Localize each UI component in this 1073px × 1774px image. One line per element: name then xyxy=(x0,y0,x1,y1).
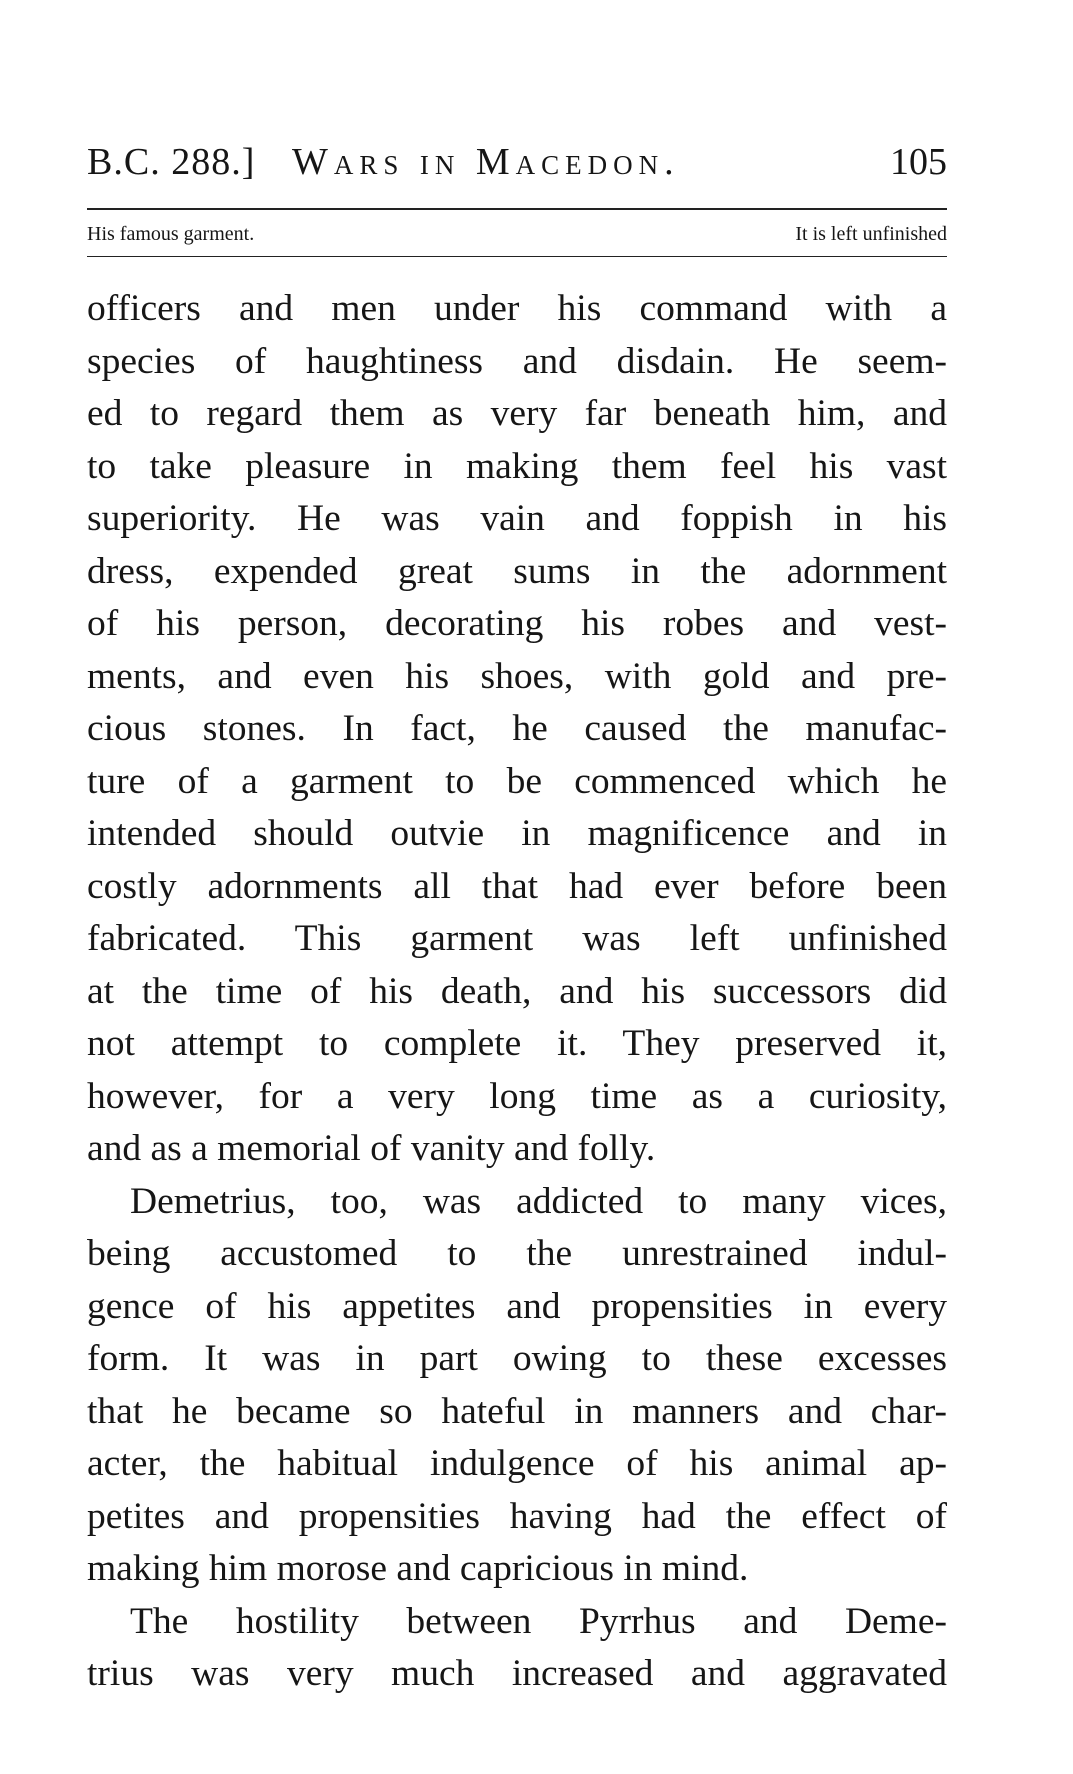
text-line: Demetrius, too, was addicted to many vices, xyxy=(130,1180,947,1222)
text-line: ments, and even his shoes, with gold and pre- xyxy=(87,655,947,697)
text-line: trius was very much increased and aggravated xyxy=(87,1653,947,1694)
text-line: form. It was in part owing to these excesses xyxy=(87,1338,947,1379)
text-line: ed to regard them as very far beneath him, and xyxy=(87,393,947,434)
text-line: making him morose and capricious in mind. xyxy=(87,1548,749,1589)
text-line: of his person, decorating his robes and vest- xyxy=(87,603,947,644)
running-head-title: Wars in Macedon. xyxy=(292,141,680,183)
body-text xyxy=(87,283,947,1701)
paragraph-2 xyxy=(87,1176,947,1596)
paragraph-1 xyxy=(87,283,947,1176)
text-line: officers and men under his command with a xyxy=(87,288,947,329)
text-line: not attempt to complete it. They preserved it, xyxy=(87,1023,947,1064)
text-line: superiority. He was vain and foppish in his xyxy=(87,498,947,539)
header-rule-top xyxy=(87,208,947,210)
text-line: dress, expended great sums in the adornment xyxy=(87,550,947,592)
paragraph-3 xyxy=(87,1596,947,1701)
running-head-date: B.C. 288.] xyxy=(87,141,256,183)
text-line: acter, the habitual indulgence of his animal ap- xyxy=(87,1443,947,1484)
text-line: to take pleasure in making them feel his vast xyxy=(87,445,947,487)
text-line: species of haughtiness and disdain. He seem- xyxy=(87,340,947,382)
text-line: that he became so hateful in manners and char- xyxy=(87,1390,947,1432)
text-line: costly adornments all that had ever before been xyxy=(87,865,947,907)
text-line: fabricated. This garment was left unfinished xyxy=(87,918,947,959)
page-number: 105 xyxy=(890,141,947,183)
marginal-note-right: It is left unfinished xyxy=(795,223,947,245)
text-line: however, for a very long time as a curiosity, xyxy=(87,1075,947,1117)
text-line: ture of a garment to be commenced which he xyxy=(87,760,947,802)
marginal-note-left: His famous garment. xyxy=(87,223,255,245)
text-line: petites and propensities having had the effect of xyxy=(87,1495,947,1537)
text-line: cious stones. In fact, he caused the manufac- xyxy=(87,708,947,749)
header-rule-bottom xyxy=(87,256,947,257)
text-line: at the time of his death, and his successors did xyxy=(87,970,947,1012)
text-line: gence of his appetites and propensities in every xyxy=(87,1285,947,1327)
text-line: and as a memorial of vanity and folly. xyxy=(87,1128,656,1169)
text-line: The hostility between Pyrrhus and Deme- xyxy=(130,1600,947,1642)
text-line: intended should outvie in magnificence and in xyxy=(87,813,947,854)
running-head xyxy=(87,140,947,190)
text-line: being accustomed to the unrestrained indul- xyxy=(87,1233,947,1274)
